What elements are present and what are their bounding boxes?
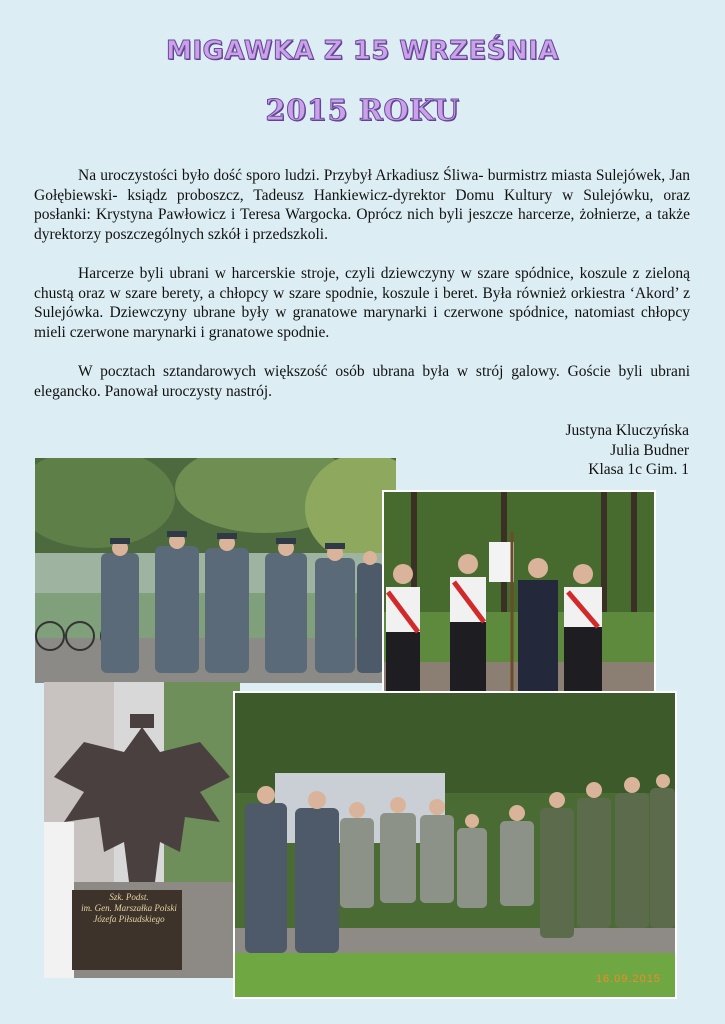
plaque-text (76, 892, 182, 925)
photo-flag-bearers (382, 490, 656, 696)
page-title-line2: 2015 ROKU (265, 93, 460, 127)
paragraph-3: W pocztach sztandarowych większość osób ubrana była w strój galowy. Goście byli ubrani elegancko. Panował uroczysty nastrój. (34, 362, 690, 400)
signature (565, 421, 689, 480)
photo-scouts-group (233, 691, 677, 999)
photo-soldiers (35, 458, 396, 683)
paragraph-1: Na uroczystości było dość sporo ludzi. Przybył Arkadiusz Śliwa- burmistrz miasta Sulejówek, Jan Gołębiewski- ksiądz proboszcz, Tadeusz Hankiewicz-dyrektor Domu Kultury w Sulejówku, oraz posłanki: Krystyna Pawłowicz i Teresa Wargocka. Oprócz nich byli jeszcze harcerze, żołnierze, a także dyrektorzy poszczególnych szkół i przedszkoli. (34, 167, 690, 243)
plaque-line-1: Szk. Podst. (109, 892, 149, 902)
article-body (34, 166, 690, 421)
date-stamp: 16.09.2015 (595, 973, 661, 985)
author-1: Justyna Kluczyńska (565, 422, 689, 439)
plaque-line-2: im. Gen. Marszałka Polski (81, 903, 177, 913)
author-2: Julia Budner (610, 441, 689, 459)
page-title-line1: MIGAWKA Z 15 WRZEŚNIA (165, 36, 560, 66)
paragraph-2: Harcerze byli ubrani w harcerskie stroje, czyli dziewczyny w szare spódnice, koszule z zieloną chustą oraz w szare berety, a chłopcy w szare spodnie, koszule i beret. Była również orkiestra ‘Akord’ z Sulejówka. Dziewczyny ubrane były w granatowe marynarki i czerwone spódnice, natomiast chłopcy mieli czerwone marynarki i granatowe spodnie. (34, 264, 690, 341)
class-label: Klasa 1c Gim. 1 (588, 461, 689, 479)
plaque-line-3: Józefa Piłsudskiego (93, 914, 165, 924)
photo-eagle-monument (44, 682, 240, 978)
